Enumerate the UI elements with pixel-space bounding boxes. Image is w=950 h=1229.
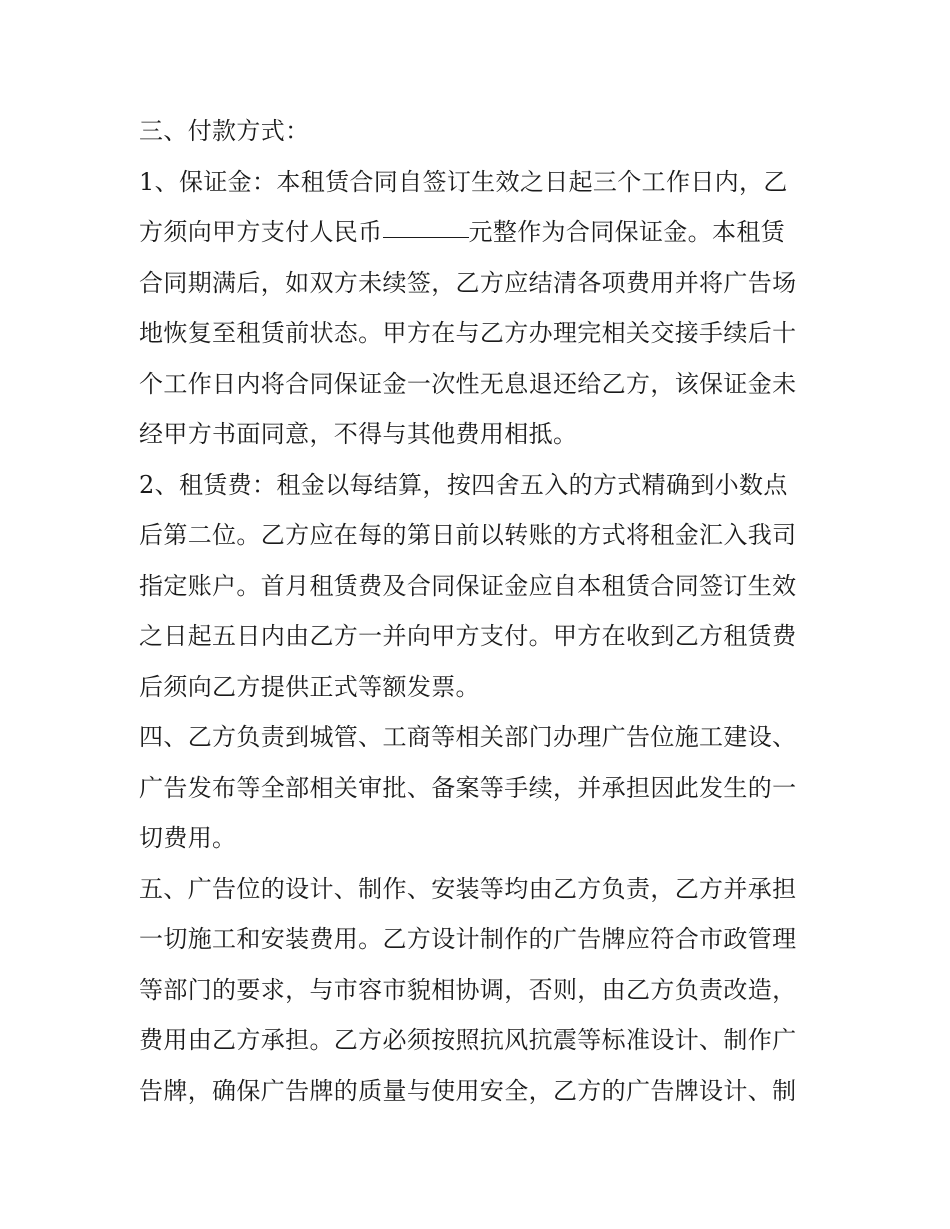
text-segment: 元整作为合同保证金。本租赁 xyxy=(468,218,786,246)
amount-blank xyxy=(383,215,469,238)
document-body xyxy=(139,106,819,1116)
text-line: 合同期满后，如双方未续签，乙方应结清各项费用并将广告场 xyxy=(139,268,797,297)
text-line: 一切施工和安装费用。乙方设计制作的广告牌应符合市政管理 xyxy=(139,925,797,953)
text-line-with-blank xyxy=(139,207,819,258)
text-line: 切费用。 xyxy=(139,824,237,852)
section-heading-payment: 三、付款方式： xyxy=(139,117,310,145)
text-line: 之日起五日内由乙方一并向甲方支付。甲方在收到乙方租赁费 xyxy=(139,622,797,650)
text-line: 2、租赁费：租金以每结算，按四舍五入的方式精确到小数点 xyxy=(139,470,788,499)
text-line: 费用由乙方承担。乙方必须按照抗风抗震等标准设计、制作广 xyxy=(139,1026,797,1054)
text-line: 个工作日内将合同保证金一次性无息退还给乙方，该保证金未 xyxy=(139,369,797,398)
text-line: 地恢复至租赁前状态。甲方在与乙方办理完相关交接手续后十 xyxy=(139,319,797,347)
section-five-line: 五、广告位的设计、制作、安装等均由乙方负责，乙方并承担 xyxy=(139,874,797,903)
text-line: 广告发布等全部相关审批、备案等手续，并承担因此发生的一 xyxy=(139,773,797,802)
text-line: 后第二位。乙方应在每的第日前以转账的方式将租金汇入我司 xyxy=(139,521,797,549)
text-line: 经甲方书面同意，不得与其他费用相抵。 xyxy=(139,420,578,448)
text-line: 后须向乙方提供正式等额发票。 xyxy=(139,672,480,701)
text-segment: 方须向甲方支付人民币 xyxy=(139,218,383,246)
section-four-line: 四、乙方负责到城管、工商等相关部门办理广告位施工建设、 xyxy=(139,723,797,751)
text-line: 等部门的要求，与市容市貌相协调，否则，由乙方负责改造， xyxy=(139,975,797,1004)
text-line: 告牌，确保广告牌的质量与使用安全，乙方的广告牌设计、制 xyxy=(139,1076,797,1105)
text-line: 1、保证金：本租赁合同自签订生效之日起三个工作日内，乙 xyxy=(139,167,788,196)
text-line: 指定账户。首月租赁费及合同保证金应自本租赁合同签订生效 xyxy=(139,571,797,600)
